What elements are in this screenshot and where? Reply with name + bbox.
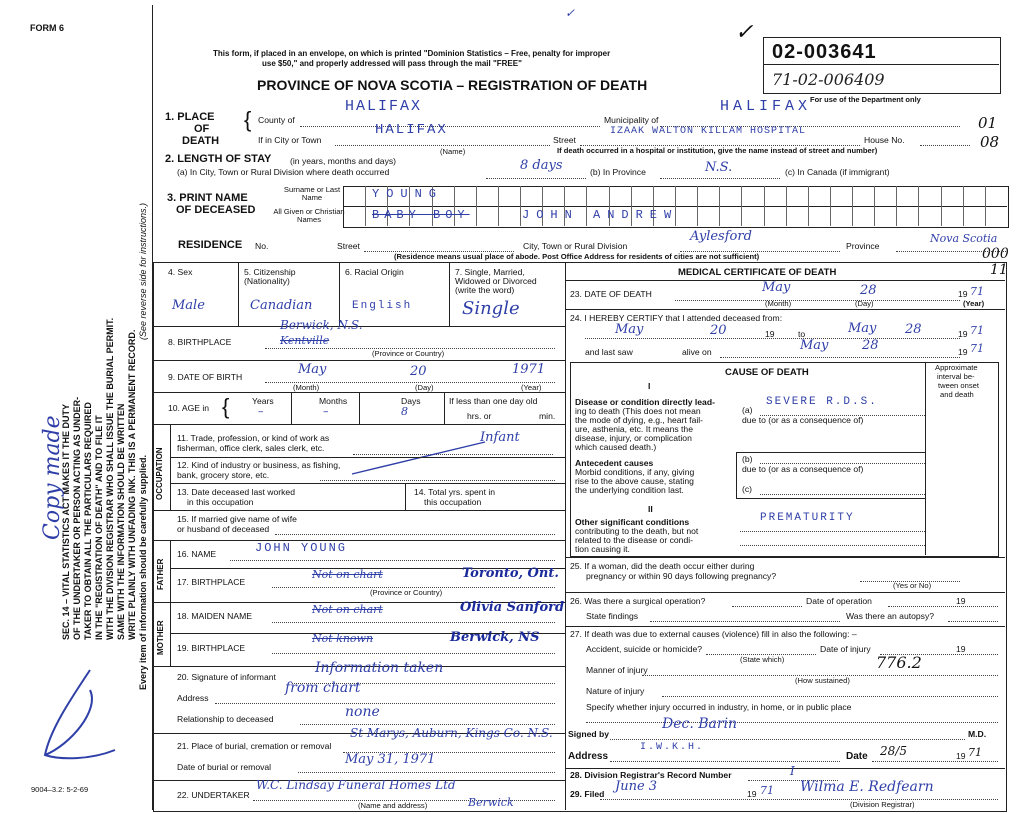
side-text-7: WRITE PLAINLY WITH UNFADING INK. THIS IS A PERMANENT RECORD. (127, 329, 137, 640)
father-name-value: JOHN YOUNG (255, 541, 348, 555)
undertaker-value: W.C. Lindsay Funeral Homes Ltd (256, 778, 456, 792)
place-label: 1. PLACE (165, 111, 215, 123)
mother-maiden-value: Olivia Sanford (460, 600, 565, 615)
side-text-5: WITH THE DIVISION REGISTRAR WHO SHALL ISSUE THE BURIAL PERMIT. (105, 317, 115, 640)
given-name-value: JOHN ANDREW (522, 208, 679, 222)
envelope-note-1: This form, if placed in an envelope, on which is printed "Dominion Statistics – Free, penalty for improper (213, 49, 611, 58)
mother-birthplace-value: Berwick, NS (450, 630, 540, 645)
code-000: 000 (982, 246, 1009, 262)
side-text-4: IN THE "REGISTRATION OF DEATH" AND TO FILE IT (94, 415, 104, 640)
name-grid-divider (741, 186, 742, 226)
name-grid-divider (985, 186, 986, 226)
name-grid-divider (719, 186, 720, 226)
surname-value: YOUNG (372, 187, 444, 201)
name-grid-divider (830, 186, 831, 226)
other-conditions-value: PREMATURITY (760, 512, 855, 524)
name-grid-divider (365, 186, 366, 226)
envelope-note-2: use $50," and properly addressed will pass through the mail "FREE" (262, 59, 522, 68)
sex-value: Male (172, 298, 205, 313)
name-grid-divider (874, 186, 875, 226)
death-day: 28 (860, 283, 877, 298)
county-value: HALIFAX (345, 98, 423, 115)
attended-to-month: May (848, 321, 877, 336)
informant-signature: Information taken (315, 660, 444, 676)
name-grid-divider (520, 186, 521, 226)
mother-side-label: MOTHER (156, 620, 165, 655)
name-grid-divider (852, 186, 853, 226)
side-text-2: OF THE UNDERTAKER OR PERSON ACTING AS UNDER- (72, 396, 82, 640)
undertaker-town: Berwick (468, 796, 514, 809)
name-grid-divider (786, 186, 787, 226)
signed-date: 28/5 (880, 744, 907, 758)
department-use-caption: For use of the Department only (810, 95, 921, 104)
dob-month: May (298, 362, 327, 377)
hospital-note: If death occurred in a hospital or institution, give the name instead of street and number) (557, 146, 878, 155)
dob-year: 1971 (512, 362, 546, 377)
residence-city-value: Aylesford (690, 229, 752, 244)
attended-from-month: May (615, 322, 644, 337)
stay-label: 2. LENGTH OF STAY (165, 153, 272, 165)
stay-province-value: N.S. (705, 160, 733, 175)
name-grid-divider (498, 186, 499, 226)
street-value: IZAAK WALTON KILLAM HOSPITAL (610, 126, 807, 137)
medical-certificate-title: MEDICAL CERTIFICATE OF DEATH (678, 267, 837, 278)
initial-mark (30, 660, 130, 770)
cause-a-value: SEVERE R.D.S. (766, 396, 878, 408)
form-label: FORM 6 (30, 23, 65, 33)
name-label: 3. PRINT NAME (167, 192, 248, 204)
attended-from-day: 20 (710, 323, 727, 338)
name-grid-divider (764, 186, 765, 226)
mother-birthplace-struck: Not known (312, 632, 374, 645)
classification-code: 776.2 (876, 653, 922, 672)
birthplace-struck: Kentville (280, 334, 330, 347)
code-11: 11 (990, 262, 1008, 278)
side-text-8: (See reverse side for instructions.) (138, 202, 148, 340)
attended-to-day: 28 (905, 322, 922, 337)
given-name-struck: BABY BOY (372, 208, 470, 222)
name-grid-divider (896, 186, 897, 226)
physician-address: I.W.K.H. (640, 742, 705, 753)
age-days-value: 8 (401, 405, 408, 418)
name-grid-divider (476, 186, 477, 226)
residence-note: (Residence means usual place of abode. Post Office Address for residents of cities are not sufficient) (394, 252, 760, 261)
registration-number: 02-003641 (772, 41, 877, 63)
death-month: May (762, 280, 791, 295)
mother-maiden-struck: Not on chart (312, 603, 383, 616)
residence-label: RESIDENCE (178, 239, 243, 251)
last-seen-month: May (800, 338, 829, 353)
city-value: HALIFAX (375, 122, 448, 138)
side-text-6: SAME WITH THE INFORMATION SHOULD BE WRITTEN (116, 403, 126, 640)
birthplace-value: Berwick, N.S. (280, 318, 363, 332)
dob-day: 20 (410, 364, 427, 379)
name-grid-divider (963, 186, 964, 226)
burial-date-value: May 31, 1971 (345, 752, 436, 767)
copy-made-note: Copy made (40, 415, 65, 540)
physician-signature: Dec. Barin (662, 716, 738, 732)
small-check-icon: ✓ (565, 6, 576, 20)
side-text-1: SEC. 14 – VITAL STATISTICS ACT MAKES IT THE DUTY (61, 403, 71, 640)
father-birthplace-struck: Not on chart (312, 568, 383, 581)
father-birthplace-value: Toronto, Ont. (462, 566, 559, 581)
father-side-label: FATHER (156, 558, 165, 590)
informant-relationship: none (345, 704, 380, 720)
occupation-value: Infant (480, 430, 520, 445)
registrar-signature: Wilma E. Redfearn (800, 779, 934, 795)
informant-address: from chart (285, 680, 361, 696)
citizenship-value: Canadian (250, 298, 313, 313)
registration-number-handwritten: 71-02-006409 (772, 70, 885, 89)
name-grid-divider (697, 186, 698, 226)
racial-origin-value: English (352, 300, 413, 312)
filed-date: June 3 (615, 779, 658, 794)
name-grid-divider (941, 186, 942, 226)
code-08: 08 (980, 133, 1000, 151)
marital-value: Single (462, 298, 520, 319)
side-text-3: TAKER TO OBTAIN ALL THE PARTICULARS REQUIRED (83, 402, 93, 640)
occupation-side-label: OCCUPATION (155, 447, 164, 500)
form-title: PROVINCE OF NOVA SCOTIA – REGISTRATION OF DEATH (257, 77, 648, 93)
burial-place-value: St Marys, Auburn, Kings Co. N.S. (350, 726, 553, 740)
municipality-value: HALIFAX (720, 98, 812, 115)
record-number: I (790, 764, 795, 778)
form-code: 9004–3.2: 5-2-69 (31, 785, 89, 794)
check-mark-icon: ✓ (735, 20, 754, 45)
residence-province-value: Nova Scotia (930, 232, 998, 245)
cause-title: CAUSE OF DEATH (725, 367, 809, 378)
stay-city-value: 8 days (520, 158, 563, 173)
last-seen-day: 28 (862, 338, 879, 353)
code-01: 01 (978, 114, 998, 132)
name-grid-divider (918, 186, 919, 226)
side-text-9: Every item of information should be carefully supplied. (138, 454, 148, 690)
name-grid-divider (808, 186, 809, 226)
death-year: 71 (970, 285, 984, 298)
